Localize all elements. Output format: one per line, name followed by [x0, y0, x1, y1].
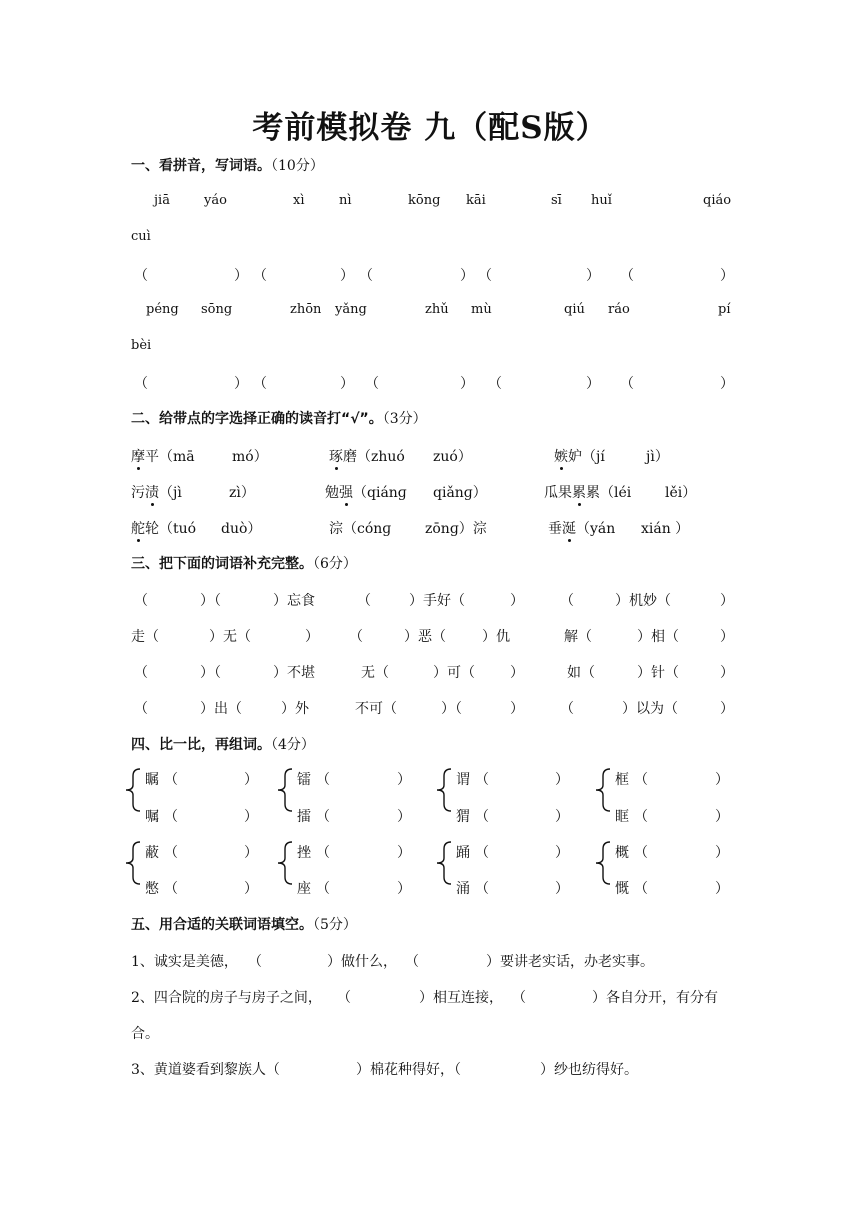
item-option: zuó） [433, 449, 472, 465]
compare-char: 镭 [297, 772, 311, 788]
compare-char: 框 [615, 772, 629, 788]
brace-icon [594, 841, 612, 885]
item-option: jì） [646, 449, 669, 465]
idiom-part: （ [134, 593, 148, 609]
item-option: lěi） [665, 485, 697, 501]
answer-paren-close: ） [720, 268, 734, 284]
pinyin: cuì [131, 229, 151, 244]
answer-paren-close: ） [244, 845, 258, 861]
answer-paren-open: （ [478, 268, 492, 284]
idiom-part: ） [305, 629, 319, 645]
idiom-part: ）外 [281, 701, 309, 717]
answer-paren-close: ） [340, 268, 354, 284]
idiom-part: ）针（ [637, 665, 679, 681]
compare-char: 座 [297, 881, 311, 897]
item-option: qiǎnɡ） [433, 485, 487, 501]
answer-paren-open: （ [253, 376, 267, 392]
section-2-points: （3分） [382, 411, 427, 427]
idiom-part: ）（ [200, 665, 221, 681]
idiom-part: ）忘食 [273, 593, 315, 609]
dotted-char: 强 [339, 485, 353, 501]
answer-paren-open: （ [316, 809, 330, 825]
idiom-part: ）（ [441, 701, 462, 717]
brace-icon [435, 768, 453, 812]
answer-paren-open: （ [512, 990, 526, 1006]
item-option: duò） [221, 521, 262, 537]
answer-paren-open: （ [337, 990, 351, 1006]
pinyin: sōng [201, 302, 233, 317]
answer-paren-open: （ [405, 954, 419, 970]
compare-char: 眶 [615, 809, 629, 825]
section-5-title: 五、用合适的关联词语填空。 [131, 917, 313, 933]
compare-char: 慨 [615, 881, 629, 897]
pinyin: sī [551, 193, 562, 208]
question-1-text: ）做什么， [327, 954, 397, 970]
idiom-part: ）机妙（ [615, 593, 671, 609]
item-text: 勉 [325, 485, 339, 501]
dotted-char: 渍 [145, 485, 159, 501]
answer-paren-close: ） [715, 772, 729, 788]
answer-paren-open: （ [475, 881, 489, 897]
idiom-part: 走（ [131, 629, 159, 645]
idiom-part: ）手好（ [409, 593, 465, 609]
idiom-part: ） [510, 701, 524, 717]
item-text: 瓜果 [544, 485, 572, 501]
answer-paren-close: ） [715, 809, 729, 825]
item-text: 平（mā [145, 449, 195, 465]
idiom-part: ）无（ [209, 629, 251, 645]
idiom-part: （ [134, 701, 148, 717]
item-option: mó） [232, 449, 268, 465]
idiom-part: 如（ [567, 665, 595, 681]
idiom-part: ）仇 [482, 629, 510, 645]
pronunciation-item [325, 482, 407, 502]
item-text: （jì [159, 485, 182, 501]
compare-char: 踊 [456, 845, 470, 861]
answer-paren-open: （ [620, 268, 634, 284]
answer-paren-close: ） [586, 376, 600, 392]
idiom-part: ） [720, 593, 734, 609]
compare-char: 涌 [456, 881, 470, 897]
section-1-heading [131, 155, 324, 175]
answer-paren-open: （ [248, 954, 262, 970]
idiom-part: ） [510, 593, 524, 609]
compare-char: 概 [615, 845, 629, 861]
pinyin: ráo [608, 302, 630, 317]
item-option: zì） [229, 485, 255, 501]
pronunciation-item [131, 518, 196, 538]
answer-paren-close: ） [715, 845, 729, 861]
dotted-char: 涎 [562, 521, 576, 537]
dotted-char: 琢 [329, 449, 343, 465]
answer-paren-close: ） [555, 881, 569, 897]
pronunciation-item [131, 482, 182, 502]
pronunciation-item [554, 446, 605, 466]
pinyin: kōng [408, 193, 441, 208]
answer-paren-open: （ [365, 376, 379, 392]
compare-char: 嘱 [145, 809, 159, 825]
idiom-part: （ [357, 593, 371, 609]
section-5-heading [131, 914, 357, 934]
answer-paren-close: ） [397, 809, 411, 825]
answer-paren-close: ） [555, 809, 569, 825]
item-text: 妒（jí [568, 449, 605, 465]
answer-paren-open: （ [634, 881, 648, 897]
item-text: 淙（cónɡ [329, 521, 392, 537]
question-2-text: 合。 [131, 1026, 159, 1042]
pronunciation-item [329, 446, 405, 466]
dotted-char: 嫉 [554, 449, 568, 465]
section-2-title: 二、给带点的字选择正确的读音打“√”。 [131, 411, 383, 427]
section-3-points: （6分） [313, 556, 357, 572]
idiom-part: ）（ [200, 593, 221, 609]
answer-paren-open: （ [475, 772, 489, 788]
answer-paren-close: ） [397, 772, 411, 788]
pinyin: kāi [466, 193, 486, 208]
section-3-title: 三、把下面的词语补充完整。 [131, 556, 313, 572]
question-1-text: ）要讲老实话，办老实事。 [486, 954, 654, 970]
section-4-title: 四、比一比，再组词。 [131, 737, 271, 753]
compare-char: 蔽 [145, 845, 159, 861]
pinyin: xì [293, 193, 305, 208]
answer-paren-open: （ [475, 845, 489, 861]
idiom-part: ）不堪 [273, 665, 315, 681]
question-2-text: 2、四合院的房子与房子之间， [131, 990, 322, 1006]
answer-paren-open: （ [634, 772, 648, 788]
answer-paren-close: ） [586, 268, 600, 284]
pinyin: qiú [564, 302, 585, 317]
idiom-part: 不可（ [355, 701, 397, 717]
answer-paren-open: （ [475, 809, 489, 825]
pinyin: yǎng [335, 302, 367, 317]
answer-paren-open: （ [316, 845, 330, 861]
item-text: 磨（zhuó [343, 449, 405, 465]
brace-icon [594, 768, 612, 812]
answer-paren-open: （ [316, 772, 330, 788]
pinyin: yáo [204, 193, 227, 208]
idiom-part: ） [720, 629, 734, 645]
dotted-char: 累 [572, 485, 586, 501]
brace-icon [124, 768, 142, 812]
compare-char: 谓 [456, 772, 470, 788]
idiom-part: ）相（ [637, 629, 679, 645]
section-2-heading [131, 408, 427, 428]
item-text: zōnɡ）淙 [425, 521, 487, 537]
pinyin: péng [146, 302, 179, 317]
question-2-text: ）相互连接， [419, 990, 503, 1006]
idiom-part: ） [720, 665, 734, 681]
answer-paren-close: ） [555, 772, 569, 788]
section-1-title: 一、看拼音，写词语。 [131, 158, 271, 174]
pinyin: nì [339, 193, 352, 208]
compare-char: 擂 [297, 809, 311, 825]
item-text: （qiánɡ [353, 485, 407, 501]
answer-paren-close: ） [720, 376, 734, 392]
section-4-heading [131, 734, 315, 754]
pinyin: jiā [154, 193, 170, 208]
idiom-part: ）恶（ [404, 629, 446, 645]
idiom-part: （ [560, 701, 574, 717]
idiom-part: ） [720, 701, 734, 717]
answer-paren-open: （ [359, 268, 373, 284]
answer-paren-close: ） [234, 376, 248, 392]
answer-paren-close: ） [460, 376, 474, 392]
dotted-char: 舵 [131, 521, 145, 537]
answer-paren-open: （ [253, 268, 267, 284]
idiom-part: （ [349, 629, 363, 645]
answer-paren-open: （ [164, 881, 178, 897]
pinyin: huǐ [591, 193, 612, 208]
brace-icon [276, 768, 294, 812]
answer-paren-open: （ [164, 809, 178, 825]
question-3-text: ）纱也纺得好。 [540, 1062, 638, 1078]
question-2-text: ）各自分开，有分有 [592, 990, 718, 1006]
section-3-heading [131, 553, 357, 573]
answer-paren-close: ） [555, 845, 569, 861]
item-text: 累（léi [586, 485, 632, 501]
pinyin: zhǔ [425, 302, 449, 317]
pronunciation-item [544, 482, 631, 502]
answer-paren-open: （ [620, 376, 634, 392]
answer-paren-open: （ [634, 845, 648, 861]
pinyin: mù [471, 302, 492, 317]
idiom-part: ）出（ [200, 701, 242, 717]
item-text: 垂 [548, 521, 562, 537]
idiom-part: 解（ [564, 629, 592, 645]
pinyin: pí [718, 302, 731, 317]
idiom-part: ） [510, 665, 524, 681]
item-option: xián ） [641, 521, 690, 537]
compare-char: 挫 [297, 845, 311, 861]
answer-paren-open: （ [134, 376, 148, 392]
question-3-text: ）棉花种得好，（ [356, 1062, 461, 1078]
item-text: 轮（tuó [145, 521, 197, 537]
answer-paren-close: ） [244, 772, 258, 788]
answer-paren-close: ） [244, 809, 258, 825]
page-title: 考前模拟卷 九（配S版） [252, 110, 608, 146]
section-1-points: （10分） [271, 158, 324, 174]
compare-char: 瞩 [145, 772, 159, 788]
idiom-part: 无（ [361, 665, 389, 681]
question-1-text: 1、诚实是美德， [131, 954, 238, 970]
answer-paren-close: ） [340, 376, 354, 392]
answer-paren-close: ） [460, 268, 474, 284]
section-4-points: （4分） [271, 737, 315, 753]
answer-paren-open: （ [488, 376, 502, 392]
answer-paren-close: ） [234, 268, 248, 284]
idiom-part: （ [134, 665, 148, 681]
compare-char: 憋 [145, 881, 159, 897]
item-text: （yán [576, 521, 616, 537]
answer-paren-close: ） [397, 845, 411, 861]
section-5-points: （5分） [313, 917, 357, 933]
compare-char: 猬 [456, 809, 470, 825]
answer-paren-open: （ [134, 268, 148, 284]
brace-icon [124, 841, 142, 885]
dotted-char: 摩 [131, 449, 145, 465]
pinyin: bèi [131, 338, 152, 353]
brace-icon [276, 841, 294, 885]
item-text: 污 [131, 485, 145, 501]
answer-paren-open: （ [634, 809, 648, 825]
pronunciation-item [548, 518, 615, 538]
answer-paren-open: （ [164, 845, 178, 861]
idiom-part: ）以为（ [622, 701, 678, 717]
brace-icon [435, 841, 453, 885]
answer-paren-close: ） [244, 881, 258, 897]
pronunciation-item [131, 446, 195, 466]
pinyin: zhōn [290, 302, 322, 317]
answer-paren-close: ） [397, 881, 411, 897]
answer-paren-close: ） [715, 881, 729, 897]
answer-paren-open: （ [316, 881, 330, 897]
pinyin: qiáo [703, 193, 732, 208]
idiom-part: （ [560, 593, 574, 609]
answer-paren-open: （ [164, 772, 178, 788]
idiom-part: ）可（ [433, 665, 475, 681]
question-3-text: 3、黄道婆看到黎族人（ [131, 1062, 280, 1078]
